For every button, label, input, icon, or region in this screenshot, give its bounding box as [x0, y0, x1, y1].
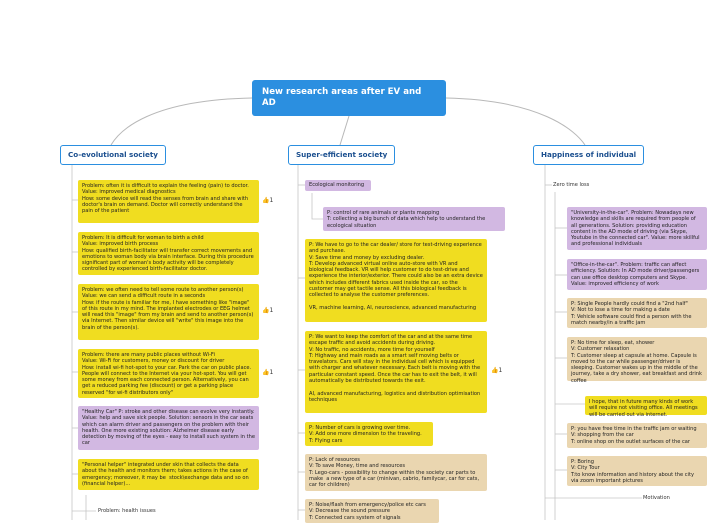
happy-note-remote-work[interactable]: I hope, that in future many kinds of work will require not visiting office. All meetings will be carried out via internet. — [585, 396, 707, 415]
like-badge[interactable] — [262, 197, 273, 204]
thumbs-up-icon: 👍 — [491, 367, 499, 374]
branch-happiness-of-individual[interactable]: Happiness of individual — [533, 145, 644, 165]
like-count: 1 — [269, 307, 274, 314]
co-note-personal-helper[interactable]: "Personal helper" integrated under skin that collects the data about the health and monitors them; takes actions in the case of emergency; moreover, it may be stock\exchange data and so on (financial helper)... — [78, 459, 259, 490]
branch-super-efficient-society[interactable]: Super-efficient society — [288, 145, 395, 165]
super-note-rare-animals[interactable]: P: control of rare animals or plants mapping T: collecting a big bunch of data which help to understand the ecological situation — [323, 207, 505, 231]
co-note-wifi-hotspot[interactable]: Problem: there are many public places without Wi-Fi Value: Wi-Fi for customers, money or discount for driver How: install wi-fi hot-spot to your car. Park the car on public place. People will connect to the Internet via your hot-spot. You will get some money from each connected person. Alternatively, you can get a reduced parking fee (discount) or get a parking place reserved "for wi-fi distributors only" — [78, 349, 259, 398]
happy-note-find-second-half[interactable]: P: Single People hardly could find a "2nd half" V: Not to lose a time for making a date T: Vehicle software could find a person with the match nearby/in a traffic jam — [567, 298, 707, 328]
happy-label-zero-time-loss[interactable]: Zero time loss — [553, 182, 590, 188]
super-note-noise-signals[interactable]: P: Noise/flash from emergency/police etc cars V: Decrease the sound pressure T: Connected cars system of signals — [305, 499, 439, 523]
root-topic[interactable]: New research areas after EV and AD — [252, 80, 446, 116]
co-note-healthy-car[interactable]: "Healthy Car" P: stroke and other disease can evolve very instantly. Value: help and save sick people. Solution: sensors in the car seats which can alarm driver and passengers on the problem with their health. One more existing solution: Alzheimer disease early detection by moving of the eyes - easy to install such system in the car — [78, 406, 259, 450]
super-note-smart-belts[interactable]: P: We want to keep the comfort of the car and at the same time escape traffic and avoid accidents during driving. V: No traffic, no accidents, more time for yourself T: Highway and main roads as a smart self moving belts or travelators. Cars will stay in the individual cell which is equipped with charger and whatever necessary. Each belt is moving with the particular constant speed. Once the car has to exit the belt, it will automatically be distributed towards the exit. AI, advanced manufacturing, logistics and distribution optimisation techniques — [305, 331, 487, 413]
happy-note-shopping-from-car[interactable]: P: you have free time in the traffic jam or waiting V: shopping from the car T: online shop on the outlet surfaces of the car — [567, 423, 707, 448]
like-count: 1 — [269, 369, 274, 376]
super-note-lego-cars[interactable]: P: Lack of resources V: To save Money, time and resources T: Lego-cars - possibility to change within the society car parts to make a new type of a car (minivan, cabrio, familycar, car for cats, car for children) — [305, 454, 487, 491]
co-note-pain-diagnostics[interactable]: Problem: often it is difficult to explain the feeling (pain) to doctor. Value: improved medical diagnostics How: some device will read the senses from brain and share with doctor's brain on demand. Doctor will correctly understand the pain of the patient — [78, 180, 259, 223]
co-note-birth-process[interactable]: Problem: It is difficult for woman to birth a child Value: improved birth process How: qualified birth-facilitator will transfer correct movements and emotions to woman body via brain interface. During this procedure significant part of woman's body activity will be completely controlled by experienced birth-facilitator doctor. — [78, 232, 259, 275]
co-note-send-route[interactable]: Problem: we often need to tell some route to another person(s) Value: we can send a difficult route in a seconds How: if the route is familiar for me, I have something like "image" of this route in my mind. The implanted electrodes or EEG helmet will read this "image" from my brain and send to another person(s) via Internet. Then similar device will "write" this image into the brain of the person(s). — [78, 284, 259, 340]
super-note-flying-cars[interactable]: P: Number of cars is growing over time. V: Add one more dimension to the traveling. T: Flying cars — [305, 422, 433, 446]
super-note-virtual-dealer[interactable]: P: We have to go to the car dealer/ store for test-driving experience and purchase. V: Save time and money by excluding dealer. T: Develop advanced virtual online auto-store with VR and biological feedback. VR will help customer to do test-drive and experience the interior/exterior. There could also be an extra device which includes different fabrics used inside the car, so the customer may get tactile sense. All this biological feedback is collected to analyse the customer preferences. VR, machine learning, AI, neuroscience, advanced manufacturing — [305, 239, 487, 322]
like-count: 1 — [269, 197, 274, 204]
happy-note-office-in-car[interactable]: "Office-in-the-car". Problem: traffic can affect efficiency. Solution: In AD mode driver/passengers can use office desktop computers and Skype. Value: improved efficiency of work — [567, 259, 707, 290]
happy-note-university-in-car[interactable]: "University-in-the-car". Problem: Nowadays new knowledge and skills are required from people of all generations. Solution: providing education content in the AD mode of driving (via Skype, Youtube in the connected car". Value: more skillful and professional individuals — [567, 207, 707, 250]
thumbs-up-icon: 👍 — [262, 197, 270, 204]
like-badge[interactable] — [262, 369, 273, 376]
branch-co-evolutional-society[interactable]: Co-evolutional society — [60, 145, 166, 165]
like-badge[interactable] — [262, 307, 273, 314]
happy-note-city-tour[interactable]: P: Boring V: City Tour T:to know information and history about the city via zoom important pictures — [567, 456, 707, 486]
super-tag-ecological-monitoring[interactable]: Ecological monitoring — [305, 180, 371, 191]
co-label-health-issues[interactable]: Problem: health issues — [98, 508, 156, 514]
happy-note-sleep-capsule[interactable]: P: No time for sleep, eat, shower V: Customer relaxation T: Customer sleep at capsule at home. Capsule is moved to the car while passenger/driver is sleeping. Customer wakes up in the middle of the journey, take a dry shower, eat breakfast and drink coffee — [567, 337, 707, 381]
like-count: 1 — [498, 367, 503, 374]
thumbs-up-icon: 👍 — [262, 307, 270, 314]
like-badge[interactable] — [491, 367, 502, 374]
thumbs-up-icon: 👍 — [262, 369, 270, 376]
happy-label-motivation[interactable]: Motivation — [643, 495, 670, 501]
